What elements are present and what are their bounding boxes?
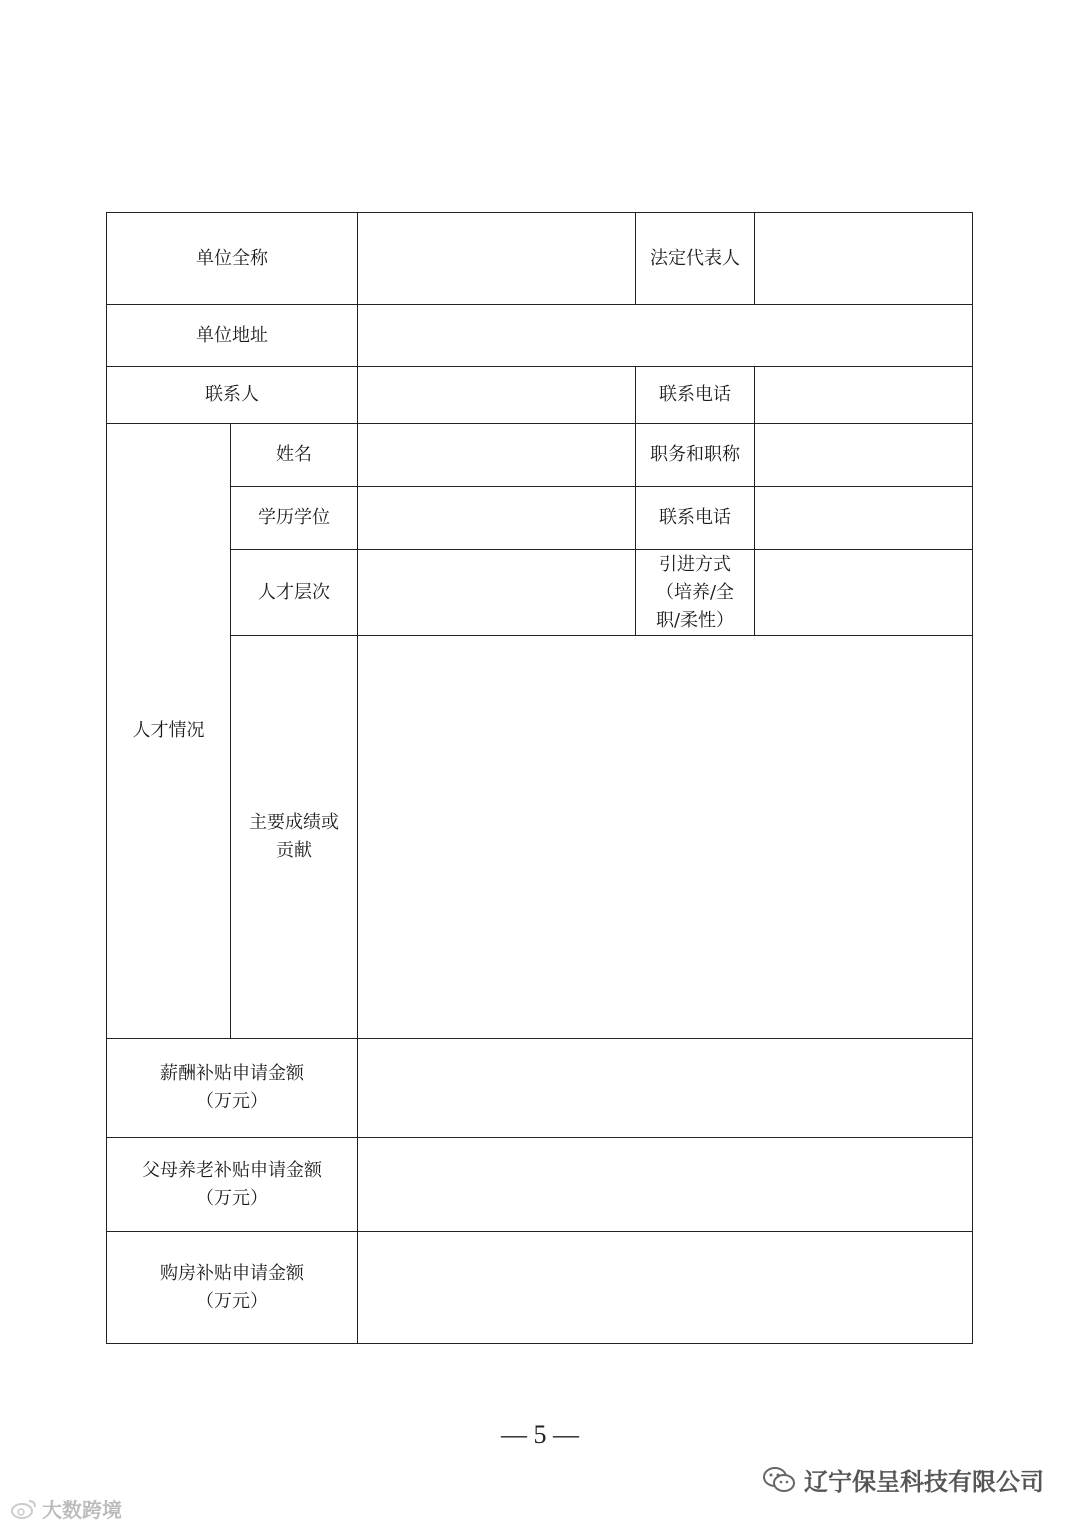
achievements-field[interactable] [358,636,973,1039]
achievements-line2: 贡献 [276,840,312,861]
wechat-icon [762,1466,796,1494]
achievements-line1: 主要成绩或 [249,812,339,833]
weibo-icon [10,1498,38,1520]
position-title-field[interactable] [755,424,973,487]
talent-level-label: 人才层次 [231,550,358,636]
housing-subsidy-text: 购房补贴申请金额 [160,1262,304,1284]
talent-phone-field[interactable] [755,487,973,550]
contact-person-field[interactable] [358,367,636,424]
company-name: 辽宁保呈科技有限公司 [804,1468,1044,1496]
achievements-label [231,636,358,1039]
contact-person-label: 联系人 [107,367,358,424]
platform-name: 大数跨境 [42,1498,122,1522]
housing-subsidy-field[interactable] [358,1232,973,1344]
intro-method-line2: （培养/全 [655,581,735,603]
talent-info-label: 人才情况 [107,424,231,1039]
salary-unit-text: （万元） [196,1091,268,1112]
intro-method-field[interactable] [755,550,973,636]
unit-full-name-field[interactable] [358,213,636,305]
unit-address-label: 单位地址 [107,305,358,367]
intro-method-line3: 职/柔性） [655,609,735,631]
parent-subsidy-field[interactable] [358,1138,973,1232]
legal-rep-label: 法定代表人 [636,213,755,305]
intro-method-label [636,550,755,636]
salary-subsidy-field[interactable] [358,1039,973,1138]
contact-phone-field[interactable] [755,367,973,424]
unit-full-name-label: 单位全称 [107,213,358,305]
unit-address-field[interactable] [358,305,973,367]
housing-unit-text: （万元） [196,1290,268,1312]
education-field[interactable] [358,487,636,550]
legal-rep-field[interactable] [755,213,973,305]
platform-watermark [10,1494,122,1523]
company-watermark [762,1462,1044,1497]
talent-phone-label: 联系电话 [636,487,755,550]
intro-method-line1: 引进方式 [659,553,731,575]
contact-phone-label: 联系电话 [636,367,755,424]
salary-subsidy-text: 薪酬补贴申请金额 [160,1063,304,1084]
parent-subsidy-text: 父母养老补贴申请金额 [142,1159,322,1181]
name-field[interactable] [358,424,636,487]
housing-subsidy-label [107,1232,358,1344]
parent-subsidy-label [107,1138,358,1232]
talent-level-field[interactable] [358,550,636,636]
page-number: — 5 — [501,1420,579,1449]
education-label: 学历学位 [231,487,358,550]
application-form-table [106,212,973,1344]
parent-unit-text: （万元） [196,1187,268,1209]
salary-subsidy-label [107,1039,358,1138]
name-label: 姓名 [231,424,358,487]
position-title-label: 职务和职称 [636,424,755,487]
